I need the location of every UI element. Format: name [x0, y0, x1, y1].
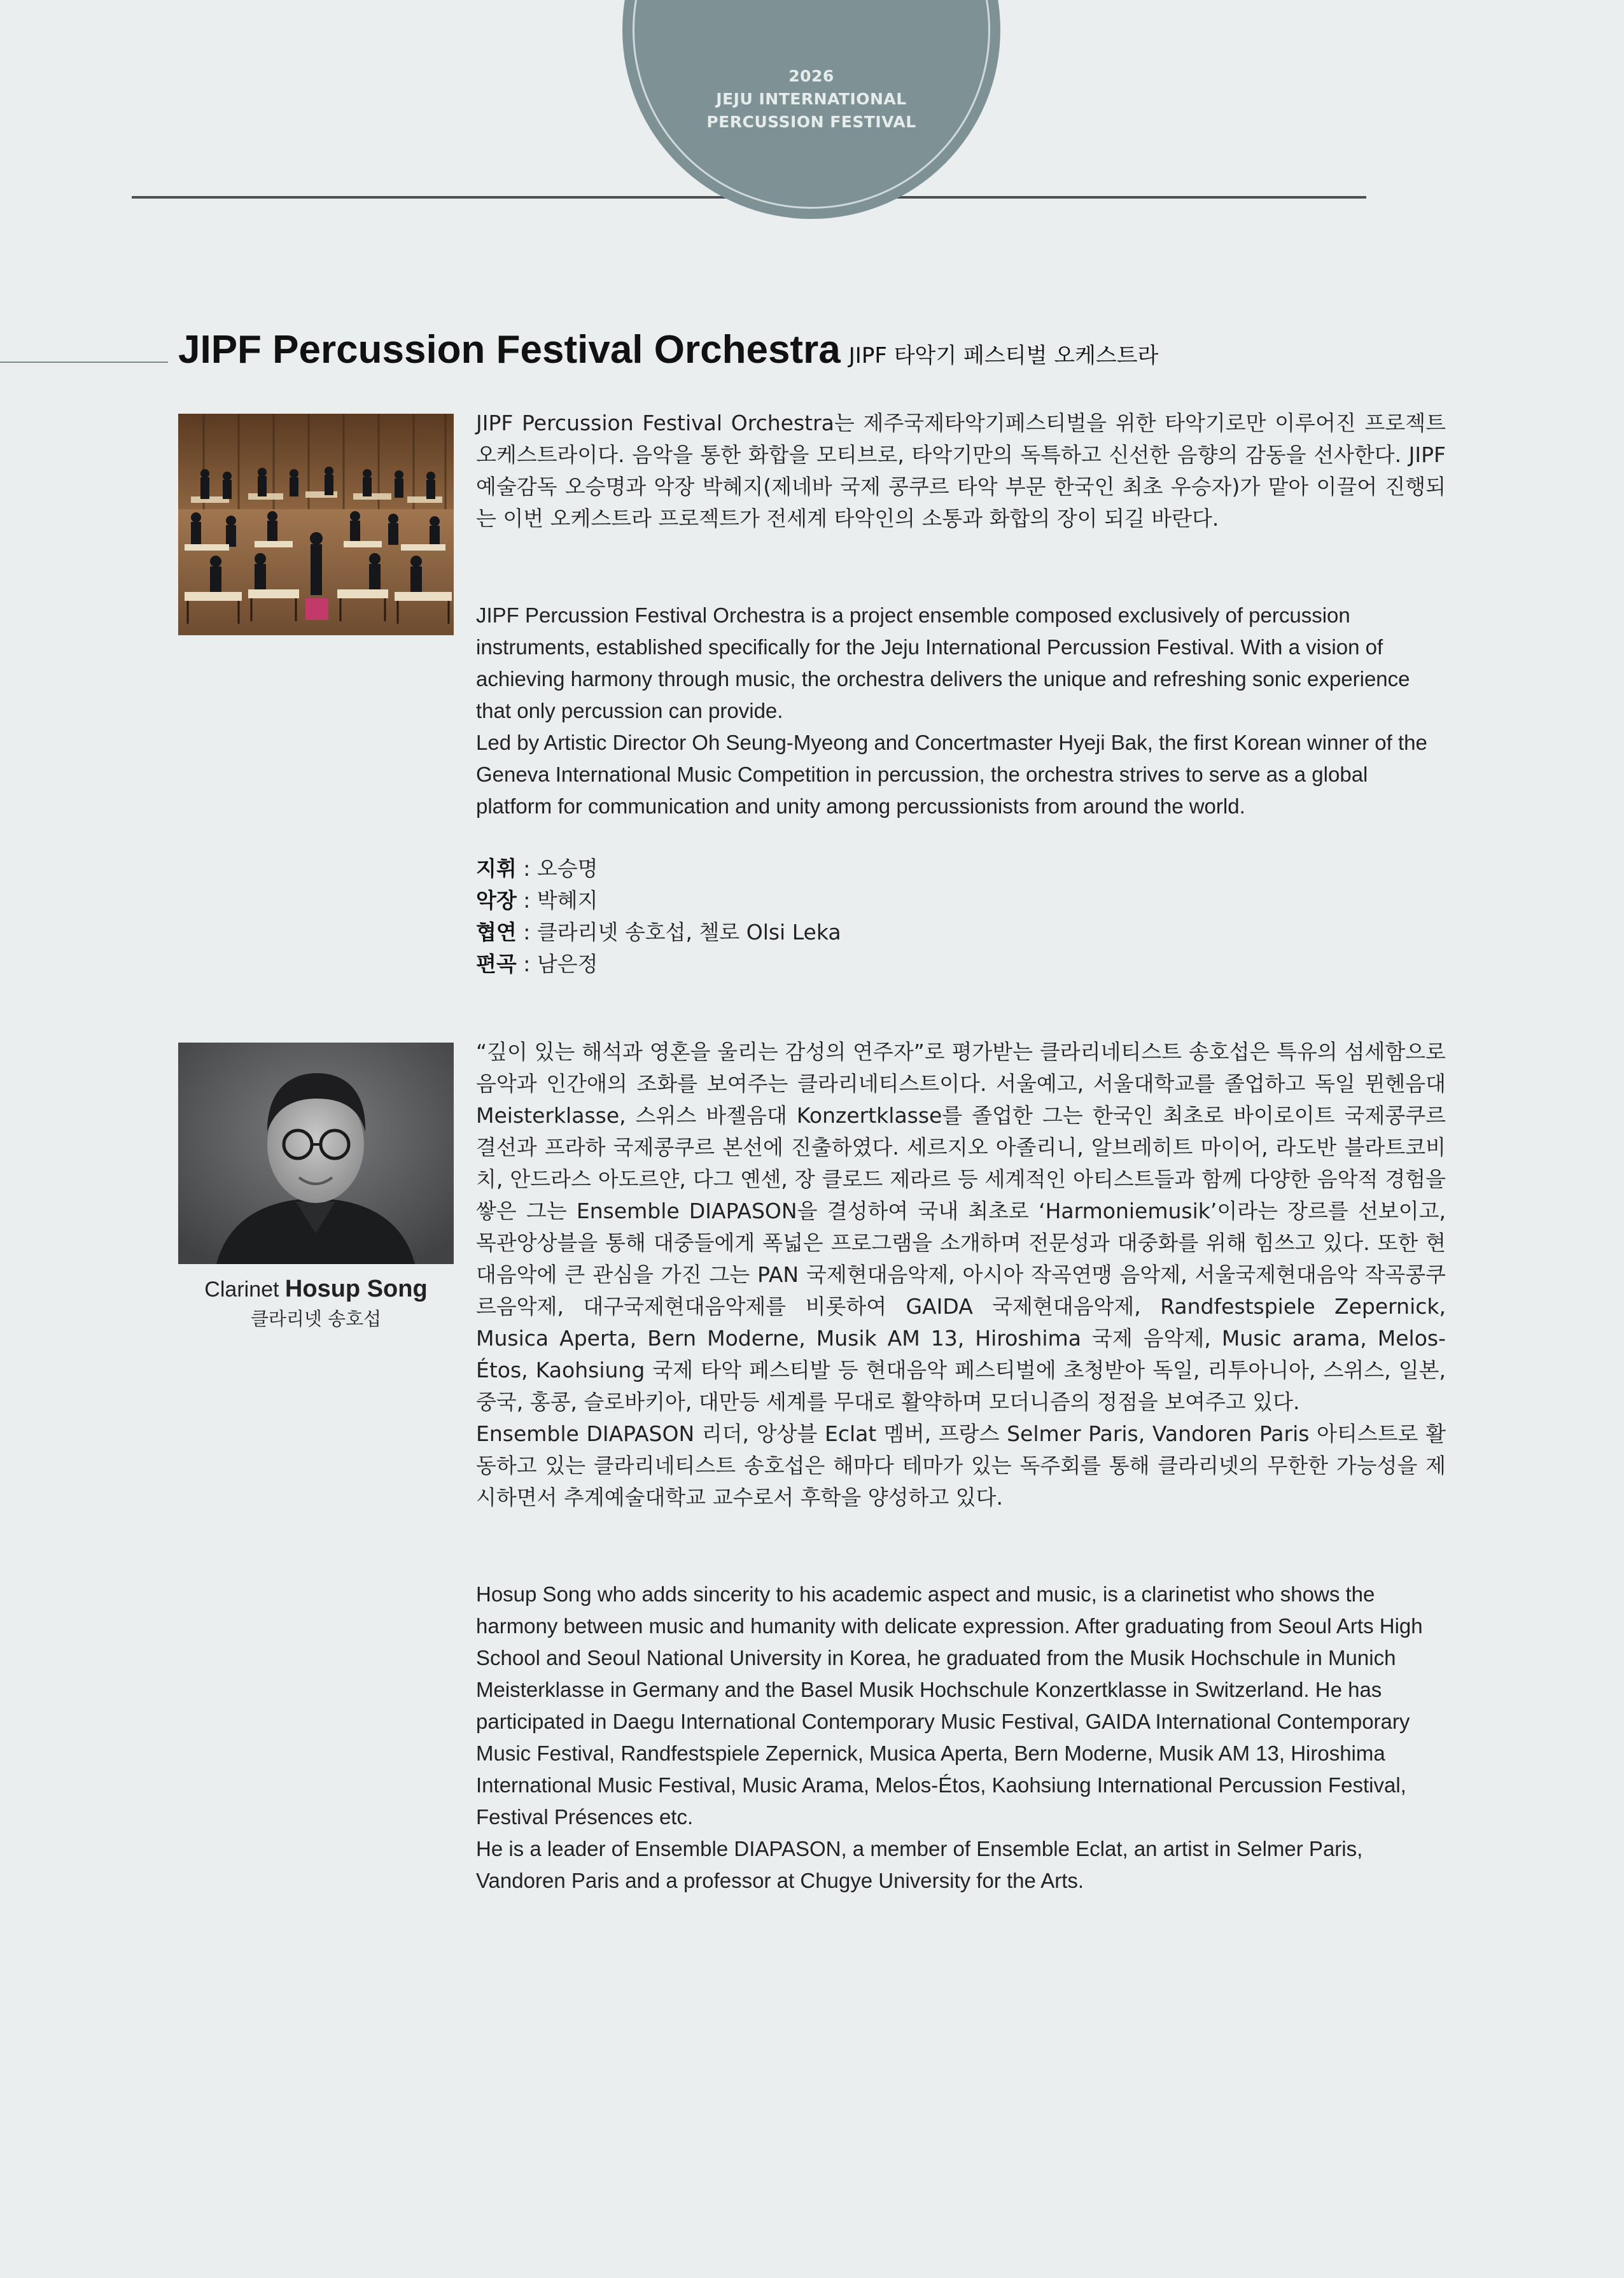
credit-role: 지휘: [476, 856, 517, 881]
credit-value: : 박혜지: [516, 888, 598, 913]
soloist-caption: [178, 1274, 454, 1304]
soloist-ko-paragraph-1: “깊이 있는 해석과 영혼을 울리는 감성의 연주자”로 평가받는 클라리네티스트 송호섭은 특유의 섬세함으로 음악과 인간애의 조화를 보여주는 클라리네티스트이다. 서울예고, 서울대학교를 졸업하고 독일 뮌헨음대 Meisterklasse, 스위스 바젤음대 Konzertklasse를 졸업한 그는 한국인 최초로 바이로이트 국제콩쿠르 결선과 프라하 국제콩쿠르 본선에 진출하였다. 세르지오 아졸리니, 알브레히트 마이어, 라도반 블라트코비치, 안드라스 아도르얀, 다그 옌센, 장 클로드 제라르 등 세계적인 아티스트들과 함께 다양한 음악적 경험을 쌓은 그는 Ensemble DIAPASON을 결성하여 국내 최초로 ‘Harmoniemusik’이라는 장르를 선보이고, 목관앙상블을 통해 대중들에게 폭넓은 프로그램을 소개하며 전문성과 대중화를 위해 힘쓰고 있다. 또한 현대음악에 큰 관심을 가진 그는 PAN 국제현대음악제, 아시아 작곡연맹 음악제, 서울국제현대음악 작곡콩쿠르음악제, 대구국제현대음악제를 비롯하여 GAIDA 국제현대음악제, Randfestspiele Zepernick, Musica Aperta, Bern Moderne, Musik AM 13, Hiroshima 국제 음악제, Music arama, Melos-Étos, Kaohsiung 국제 타악 페스티발 등 현대음악 페스티벌에 초청받아 독일, 리투아니아, 스위스, 일본, 중국, 홍콩, 슬로바키아, 대만등 세계를 무대로 활약하며 모더니즘의 정점을 보여주고 있다.: [476, 1039, 1446, 1414]
soloist-ko-paragraph-2: Ensemble DIAPASON 리더, 앙상블 Eclat 멤버, 프랑스 Selmer Paris, Vandoren Paris 아티스트로 활동하고 있는 클라리네티스트 송호섭은 해마다 테마가 있는 독주회를 통해 클라리넷의 무한한 가능성을 제시하면서 추계예술대학교 교수로서 후학을 양성하고 있다.: [476, 1421, 1446, 1510]
soloist-description-en: [476, 1578, 1446, 1897]
orchestra-credits: [476, 853, 841, 980]
emblem-line-2: PERCUSSION FESTIVAL: [706, 113, 916, 131]
section-title: [178, 327, 1158, 372]
credit-role: 편곡: [476, 952, 517, 976]
soloist-en-paragraph-2: He is a leader of Ensemble DIAPASON, a member of Ensemble Eclat, an artist in Selmer Paris, Vandoren Paris and a professor at Chugye University for the Arts.: [476, 1837, 1363, 1892]
orchestra-en-paragraph-1: JIPF Percussion Festival Orchestra is a project ensemble composed exclusively of percussion instruments, established specifically for the Jeju International Percussion Festival. With a vision of achieving harmony through music, the orchestra delivers the unique and refreshing sonic experience that only percussion can provide.: [476, 603, 1410, 722]
title-rule: [0, 362, 168, 363]
orchestra-description-ko: [476, 407, 1446, 535]
emblem-text: [622, 65, 1000, 134]
credit-concertmaster: [476, 885, 841, 917]
credit-conductor: [476, 853, 841, 885]
orchestra-ko-paragraph: JIPF Percussion Festival Orchestra는 제주국제타악기페스티벌을 위한 타악기로만 이루어진 프로젝트 오케스트라이다. 음악을 통한 화합을 모티브로, 타악기만의 독특하고 신선한 음향의 감동을 선사한다. JIPF 예술감독 오승명과 악장 박혜지(제네바 국제 콩쿠르 타악 부문 한국인 최초 우승자)가 맡아 이끌어 진행되는 이번 오케스트라 프로젝트가 전세계 타악인의 소통과 화합의 장이 되길 바란다.: [476, 411, 1446, 531]
soloist-description-ko: [476, 1036, 1446, 1514]
soloist-portrait-illustration: [178, 1043, 454, 1264]
emblem-line-1: JEJU INTERNATIONAL: [716, 90, 907, 108]
festival-emblem: [622, 0, 1000, 219]
orchestra-description-en: [476, 600, 1446, 822]
orchestra-photo-illustration: [178, 414, 454, 635]
credit-value: : 남은정: [516, 952, 598, 976]
soloist-instrument: Clarinet: [204, 1277, 279, 1302]
credit-value: : 오승명: [516, 856, 598, 881]
soloist-caption-ko: 클라리넷 송호섭: [250, 1308, 382, 1330]
credit-value: : 클라리넷 송호섭, 첼로 Olsi Leka: [516, 920, 841, 945]
emblem-year: 2026: [788, 67, 834, 85]
credit-arranger: [476, 948, 841, 980]
credit-role: 협연: [476, 920, 517, 945]
section-title-ko: JIPF 타악기 페스티벌 오케스트라: [848, 343, 1159, 369]
orchestra-en-paragraph-2: Led by Artistic Director Oh Seung-Myeong and Concertmaster Hyeji Bak, the first Korean winner of the Geneva International Music Competition in percussion, the orchestra strives to serve as a global platform for communication and unity among percussionists from around the world.: [476, 731, 1427, 818]
orchestra-photo: [178, 414, 454, 635]
section-title-en: JIPF Percussion Festival Orchestra: [178, 328, 841, 372]
soloist-portrait: [178, 1043, 454, 1264]
credit-role: 악장: [476, 888, 517, 913]
soloist-en-paragraph-1: Hosup Song who adds sincerity to his academic aspect and music, is a clarinetist who shows the harmony between music and humanity with delicate expression. After graduating from Seoul Arts High School and Seoul National University in Korea, he graduated from the Musik Hochschule in Munich Meisterklasse in Germany and the Basel Musik Hochschule Konzertklasse in Switzerland. He has participated in Daegu International Contemporary Music Festival, GAIDA International Contemporary Music Festival, Randfestspiele Zepernick, Musica Aperta, Bern Moderne, Musik AM 13, Hiroshima International Music Festival, Music Arama, Melos-Étos, Kaohsiung International Percussion Festival, Festival Présences etc.: [476, 1582, 1423, 1829]
credit-soloists: [476, 917, 841, 948]
soloist-name: Hosup Song: [284, 1276, 428, 1302]
